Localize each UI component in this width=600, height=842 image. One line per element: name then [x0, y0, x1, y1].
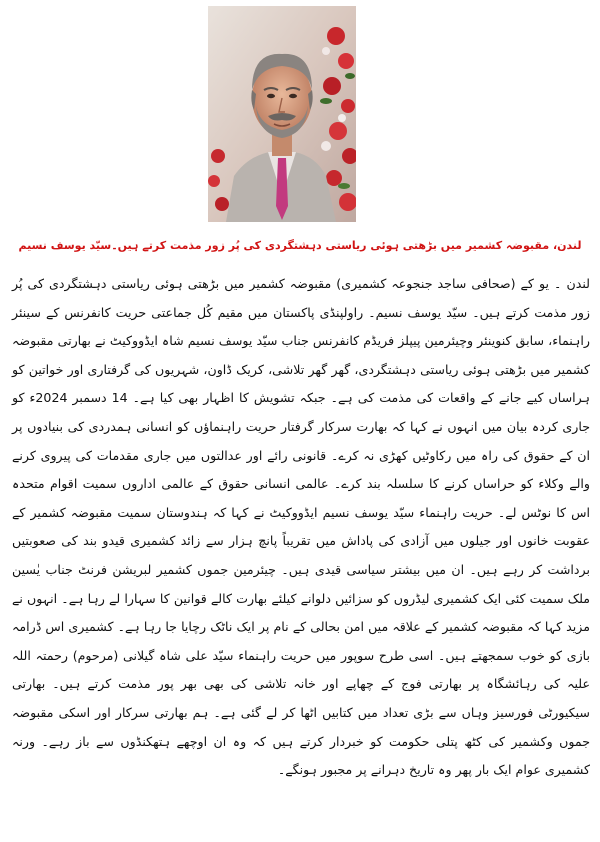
article-sentence: سیّد یوسف نسیم۔	[363, 304, 468, 320]
article-sentence: انہوں نے مزید کہا کہ مقبوضہ کشمیر کے علاقہ میں امن بحالی کے نام پر ایک ناٹک رچایا جا رہا ہے۔	[12, 590, 590, 635]
article-sentence: اسی طرح سوپور میں حریت راہنماء سیّد علی شاہ گیلانی (مرحوم) رحمتہ اللہ علیہ کی رہائشگاہ پر بھارتی فوج کے چھاپے اور خانہ تلاشی کی بھی بھر پور مذمت کرتے ہیں۔	[12, 647, 590, 692]
article-sentence: راولپنڈی پاکستان میں مقیم کُل جماعتی حریت کانفرنس کے سینئر راہنماء، سابق کنوینئر وچیئرمین پیپلز فریڈم کانفرنس جناب سیّد یوسف نسیم شاہ ایڈووکیٹ نے بھارتی مقبوضہ کشمیر میں بڑھتی ہوئی ریاستی دہشتگردی، گھر گھر تلاشی، کریک ڈاون، شہریوں کی گرفتاری اور خواتین کو ہراساں کیے جانے کے واقعات کی مذمت کی ہے۔	[12, 304, 590, 406]
article-sentence: ہم بھارتی سرکار اور اسکی مقبوضہ جموں وکشمیر کی کٹھ پتلی حکومت کو خبردار کرتے ہیں کہ وہ ان اوچھے ہتھکنڈوں سے باز رہے۔	[12, 704, 590, 749]
article-sentence: حریت راہنماء سیّد یوسف نسیم ایڈووکیٹ نے کہا کہ ہندوستان سمیت مقبوضہ کشمیر کے عقوبت خانوں اور جیلوں میں آزادی کی پاداش میں تقریباً پانچ ہزار سے زائد کشمیری قیدو بند کی صعوبتیں برداشت کر رہے ہیں۔	[12, 504, 590, 577]
article-sentence: ورنہ کشمیری عوام ایک بار پھر وہ تاریخ دہرانے پر مجبور ہونگے۔	[12, 733, 590, 778]
article-headline: لندن، مقبوضہ کشمیر میں بڑھتی ہوئی ریاستی دہشتگردی کی پُر زور مذمت کرتے ہیں۔سیّد یوسف نسیم	[18, 239, 582, 252]
article-body	[12, 270, 590, 785]
article-sentence: کشمیری اس ڈرامہ بازی کو خوب سمجھتے ہیں۔	[12, 619, 591, 663]
article-sentence: چیئرمین جموں کشمیر لبریشن فرنٹ جناب یٰسین ملک سمیت کئی ایک کشمیری لیڈروں کو سزائیں دلوانے کیلئے بھارت کالے قوانین کا سہارا لے رہا ہے۔	[12, 561, 590, 606]
article-sentence: بھارتی سیکیورٹی فورسیز وہاں سے بڑی تعداد میں کتابیں اٹھا کر لے گئی ہے۔	[12, 676, 590, 720]
article-paragraph	[12, 270, 590, 785]
article-sentence: قانونی رائے اور عدالتوں میں جاری مقدمات کی پیروی کرنے والے وکلاء کو حراساں کرنے کا سلسلہ بند کرے۔	[12, 447, 590, 492]
article-sentence: عالمی انسانی حقوق کے عالمی اداروں سمیت اقوام متحدہ اس کا نوٹس لے۔	[12, 476, 590, 520]
article-sentence: لندن ۔ یو کے (صحافی ساجد جنجوعہ کشمیری) مقبوضہ کشمیر میں بڑھتی ہوئی ریاستی دہشتگردی کی پُر زور مذمت کرتے ہیں۔	[12, 276, 591, 320]
article-sentence: 14 دسمبر 2024ء کو جاری کردہ بیان میں انہوں نے کہا کہ بھارت سرکار گرفتار حریت راہنماؤں کو انسانی ہمدردی کی بنیادوں پر ان کے حقوق کی راہ میں رکاوٹیں کھڑی نہ کرے۔	[12, 390, 590, 463]
article-sentence: جبکہ تشویش کا اظہار بھی کیا ہے۔	[127, 390, 326, 406]
portrait-photo	[208, 6, 356, 222]
article-sentence: ان میں بیشتر سیاسی قیدی ہیں۔	[275, 561, 465, 577]
portrait-image	[208, 6, 356, 222]
